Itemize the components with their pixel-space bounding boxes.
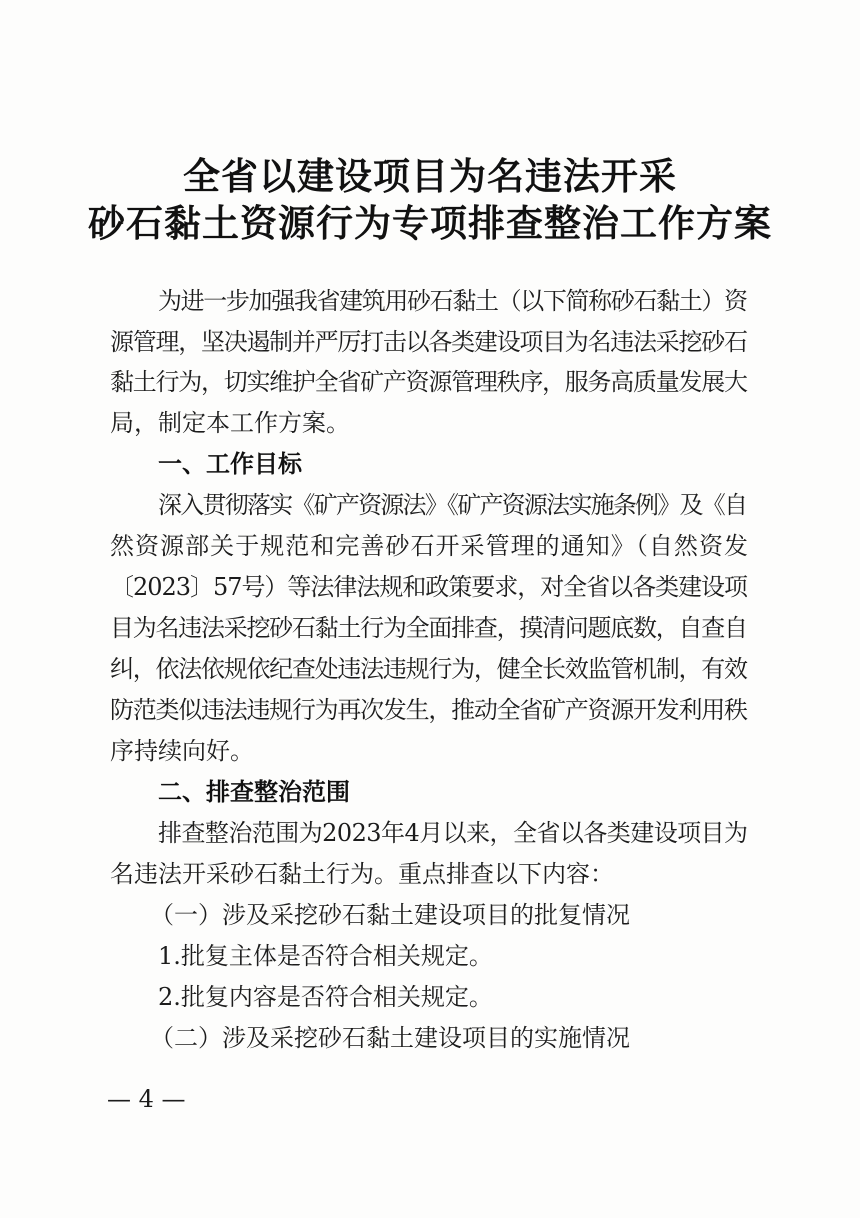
subsection-approval: （一）涉及采挖砂石黏土建设项目的批复情况	[150, 901, 630, 929]
goals-line-6: 防范类似违法违规行为再次发生，推动全省矿产资源开发利用秩	[110, 696, 747, 724]
goals-line-1: 深入贯彻落实《矿产资源法》《矿产资源法实施条例》及《自	[158, 491, 747, 519]
intro-line-3: 黏土行为，切实维护全省矿产资源管理秩序，服务高质量发展大	[110, 368, 747, 396]
document-title-line-1: 全省以建设项目为名违法开采	[183, 154, 677, 198]
section-heading-scope: 二、排查整治范围	[158, 778, 350, 806]
goals-line-2: 然资源部关于规范和完善砂石开采管理的通知》（自然资发	[110, 532, 750, 560]
intro-line-2: 源管理，坚决遏制并严厉打击以各类建设项目为名违法采挖砂石	[110, 328, 747, 356]
document-title-line-2: 砂石黏土资源行为专项排查整治工作方案	[88, 201, 772, 245]
approval-item-1: 1.批复主体是否符合相关规定。	[158, 942, 493, 970]
page-number: — 4 —	[107, 1085, 186, 1113]
goals-line-7: 序持续向好。	[110, 737, 254, 765]
subsection-implementation: （二）涉及采挖砂石黏土建设项目的实施情况	[150, 1024, 630, 1052]
goals-line-5: 纠，依法依规依纪查处违法违规行为，健全长效监管机制，有效	[110, 655, 747, 683]
scope-line-1: 排查整治范围为2023年4月以来，全省以各类建设项目为	[158, 819, 748, 847]
approval-item-2: 2.批复内容是否符合相关规定。	[158, 983, 493, 1011]
intro-line-4: 局，制定本工作方案。	[110, 409, 350, 437]
intro-line-1: 为进一步加强我省建筑用砂石黏土（以下简称砂石黏土）资	[158, 287, 747, 315]
goals-line-3: 〔2023〕57号）等法律法规和政策要求，对全省以各类建设项	[110, 573, 748, 601]
section-heading-goals: 一、工作目标	[158, 450, 302, 478]
scope-line-2: 名违法开采砂石黏土行为。重点排查以下内容：	[110, 860, 614, 888]
goals-line-4: 目为名违法采挖砂石黏土行为全面排查，摸清问题底数，自查自	[110, 614, 747, 642]
